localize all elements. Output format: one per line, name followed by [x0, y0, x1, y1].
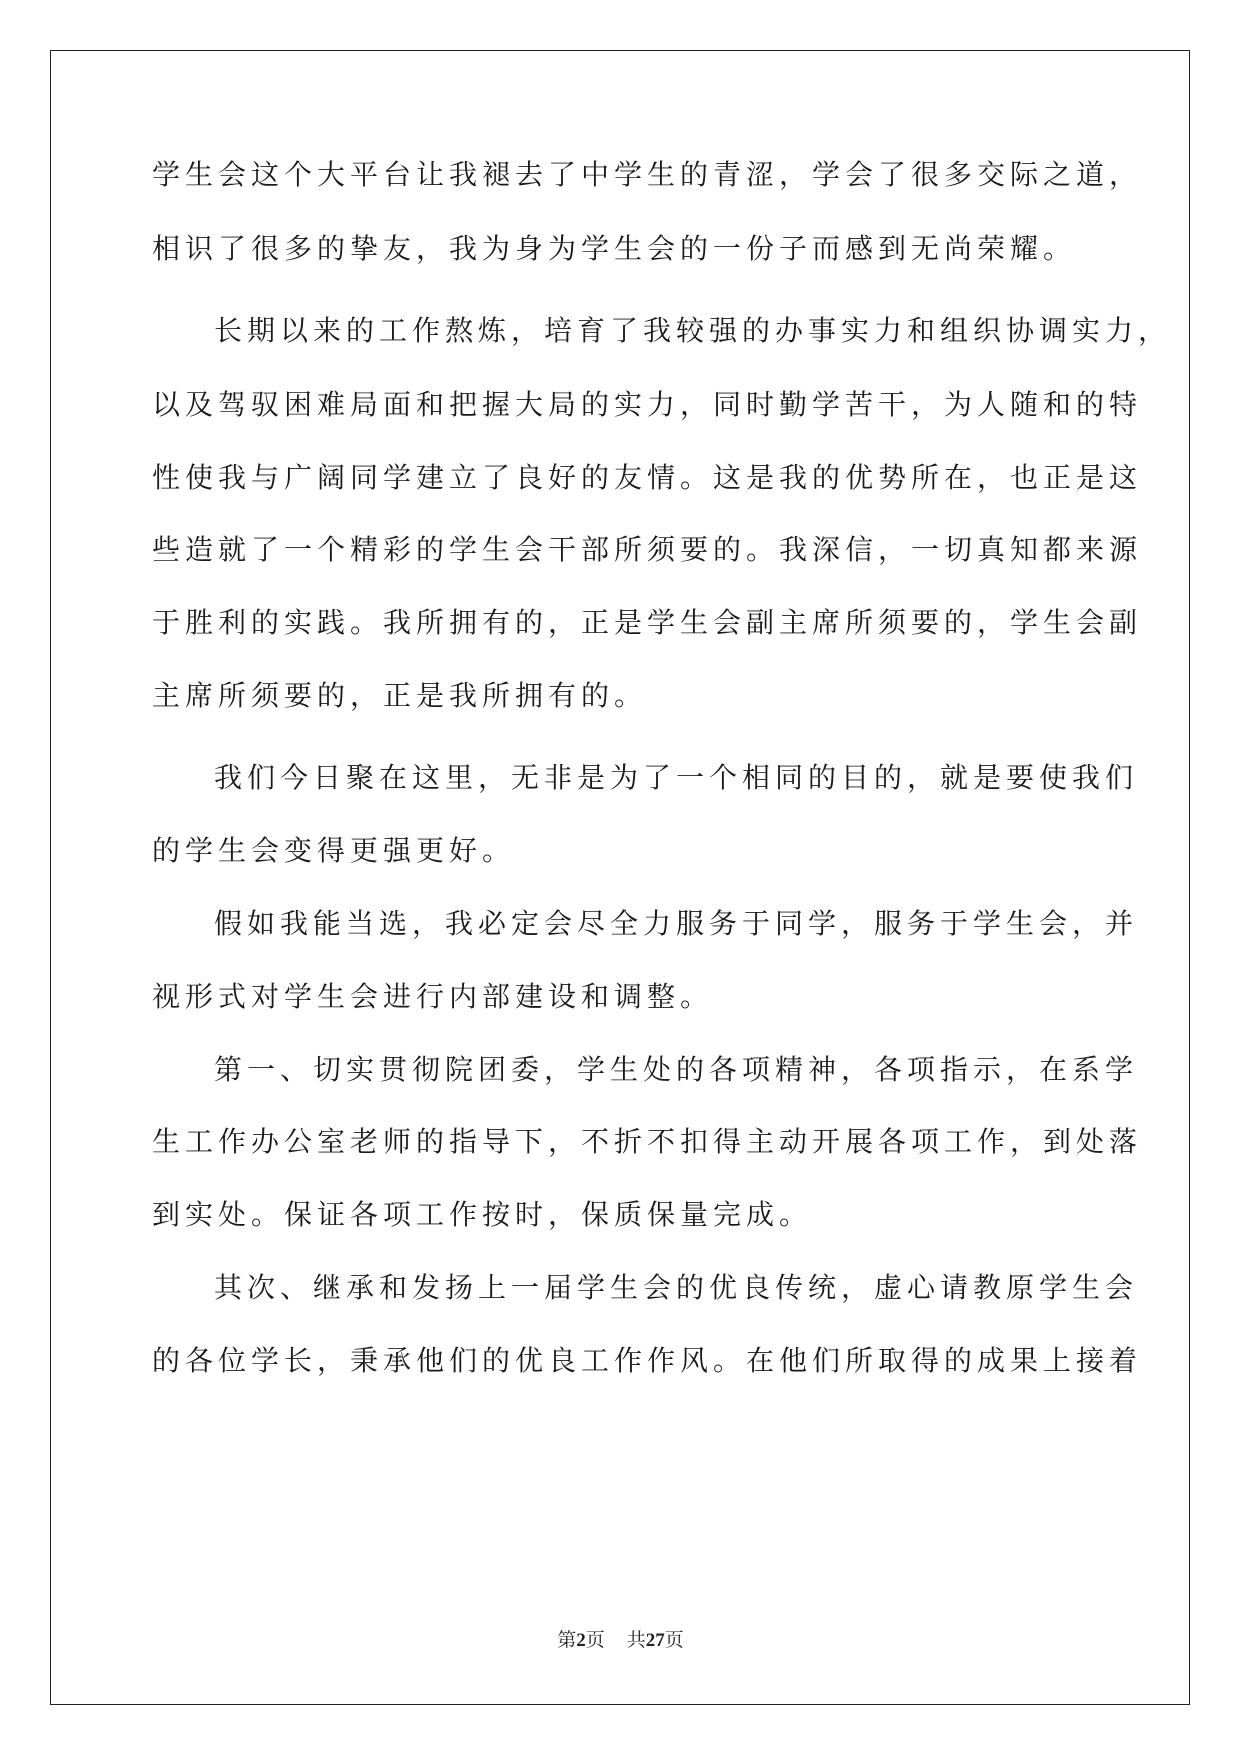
- text-line: 些造就了一个精彩的学生会干部所须要的。我深信，一切真知都来源: [152, 533, 1143, 566]
- page-number: 2: [576, 1630, 586, 1651]
- text-line: 的各位学长，秉承他们的优良工作作风。在他们所取得的成果上接着: [152, 1344, 1143, 1377]
- text-line: 以及驾驭困难局面和把握大局的实力，同时勤学苦干，为人随和的特: [152, 388, 1143, 421]
- text-line: 的学生会变得更强更好。: [152, 834, 516, 867]
- paragraph-first-line: 假如我能当选，我必定会尽全力服务于同学，服务于学生会，并: [214, 907, 1139, 940]
- text-line: 性使我与广阔同学建立了良好的友情。这是我的优势所在，也正是这: [152, 461, 1143, 494]
- paragraph-first-line: 长期以来的工作熬炼，培育了我较强的办事实力和组织协调实力，: [214, 314, 1172, 347]
- total-pages: 27: [645, 1630, 665, 1651]
- paragraph-first-line: 我们今日聚在这里，无非是为了一个相同的目的，就是要使我们: [214, 761, 1139, 794]
- page-border: [50, 50, 1190, 1705]
- paragraph-first-line: 其次、继承和发扬上一届学生会的优良传统，虚心请教原学生会: [214, 1271, 1139, 1304]
- text-line: 主席所须要的，正是我所拥有的。: [152, 679, 648, 712]
- text-line: 学生会这个大平台让我褪去了中学生的青涩，学会了很多交际之道，: [152, 158, 1143, 191]
- text-line: 生工作办公室老师的指导下，不折不扣得主动开展各项工作，到处落: [152, 1125, 1143, 1158]
- text-line: 到实处。保证各项工作按时，保质保量完成。: [152, 1198, 813, 1231]
- page-prefix: 第: [557, 1629, 577, 1651]
- total-prefix: 共: [626, 1629, 646, 1651]
- page-footer: [0, 1628, 1241, 1653]
- text-line: 视形式对学生会进行内部建设和调整。: [152, 980, 714, 1013]
- paragraph-first-line: 第一、切实贯彻院团委，学生处的各项精神，各项指示，在系学: [214, 1053, 1139, 1086]
- total-suffix: 页: [664, 1629, 684, 1651]
- text-line: 于胜利的实践。我所拥有的，正是学生会副主席所须要的，学生会副: [152, 606, 1143, 639]
- text-line: 相识了很多的挚友，我为身为学生会的一份子而感到无尚荣耀。: [152, 232, 1077, 265]
- page-suffix: 页: [585, 1629, 605, 1651]
